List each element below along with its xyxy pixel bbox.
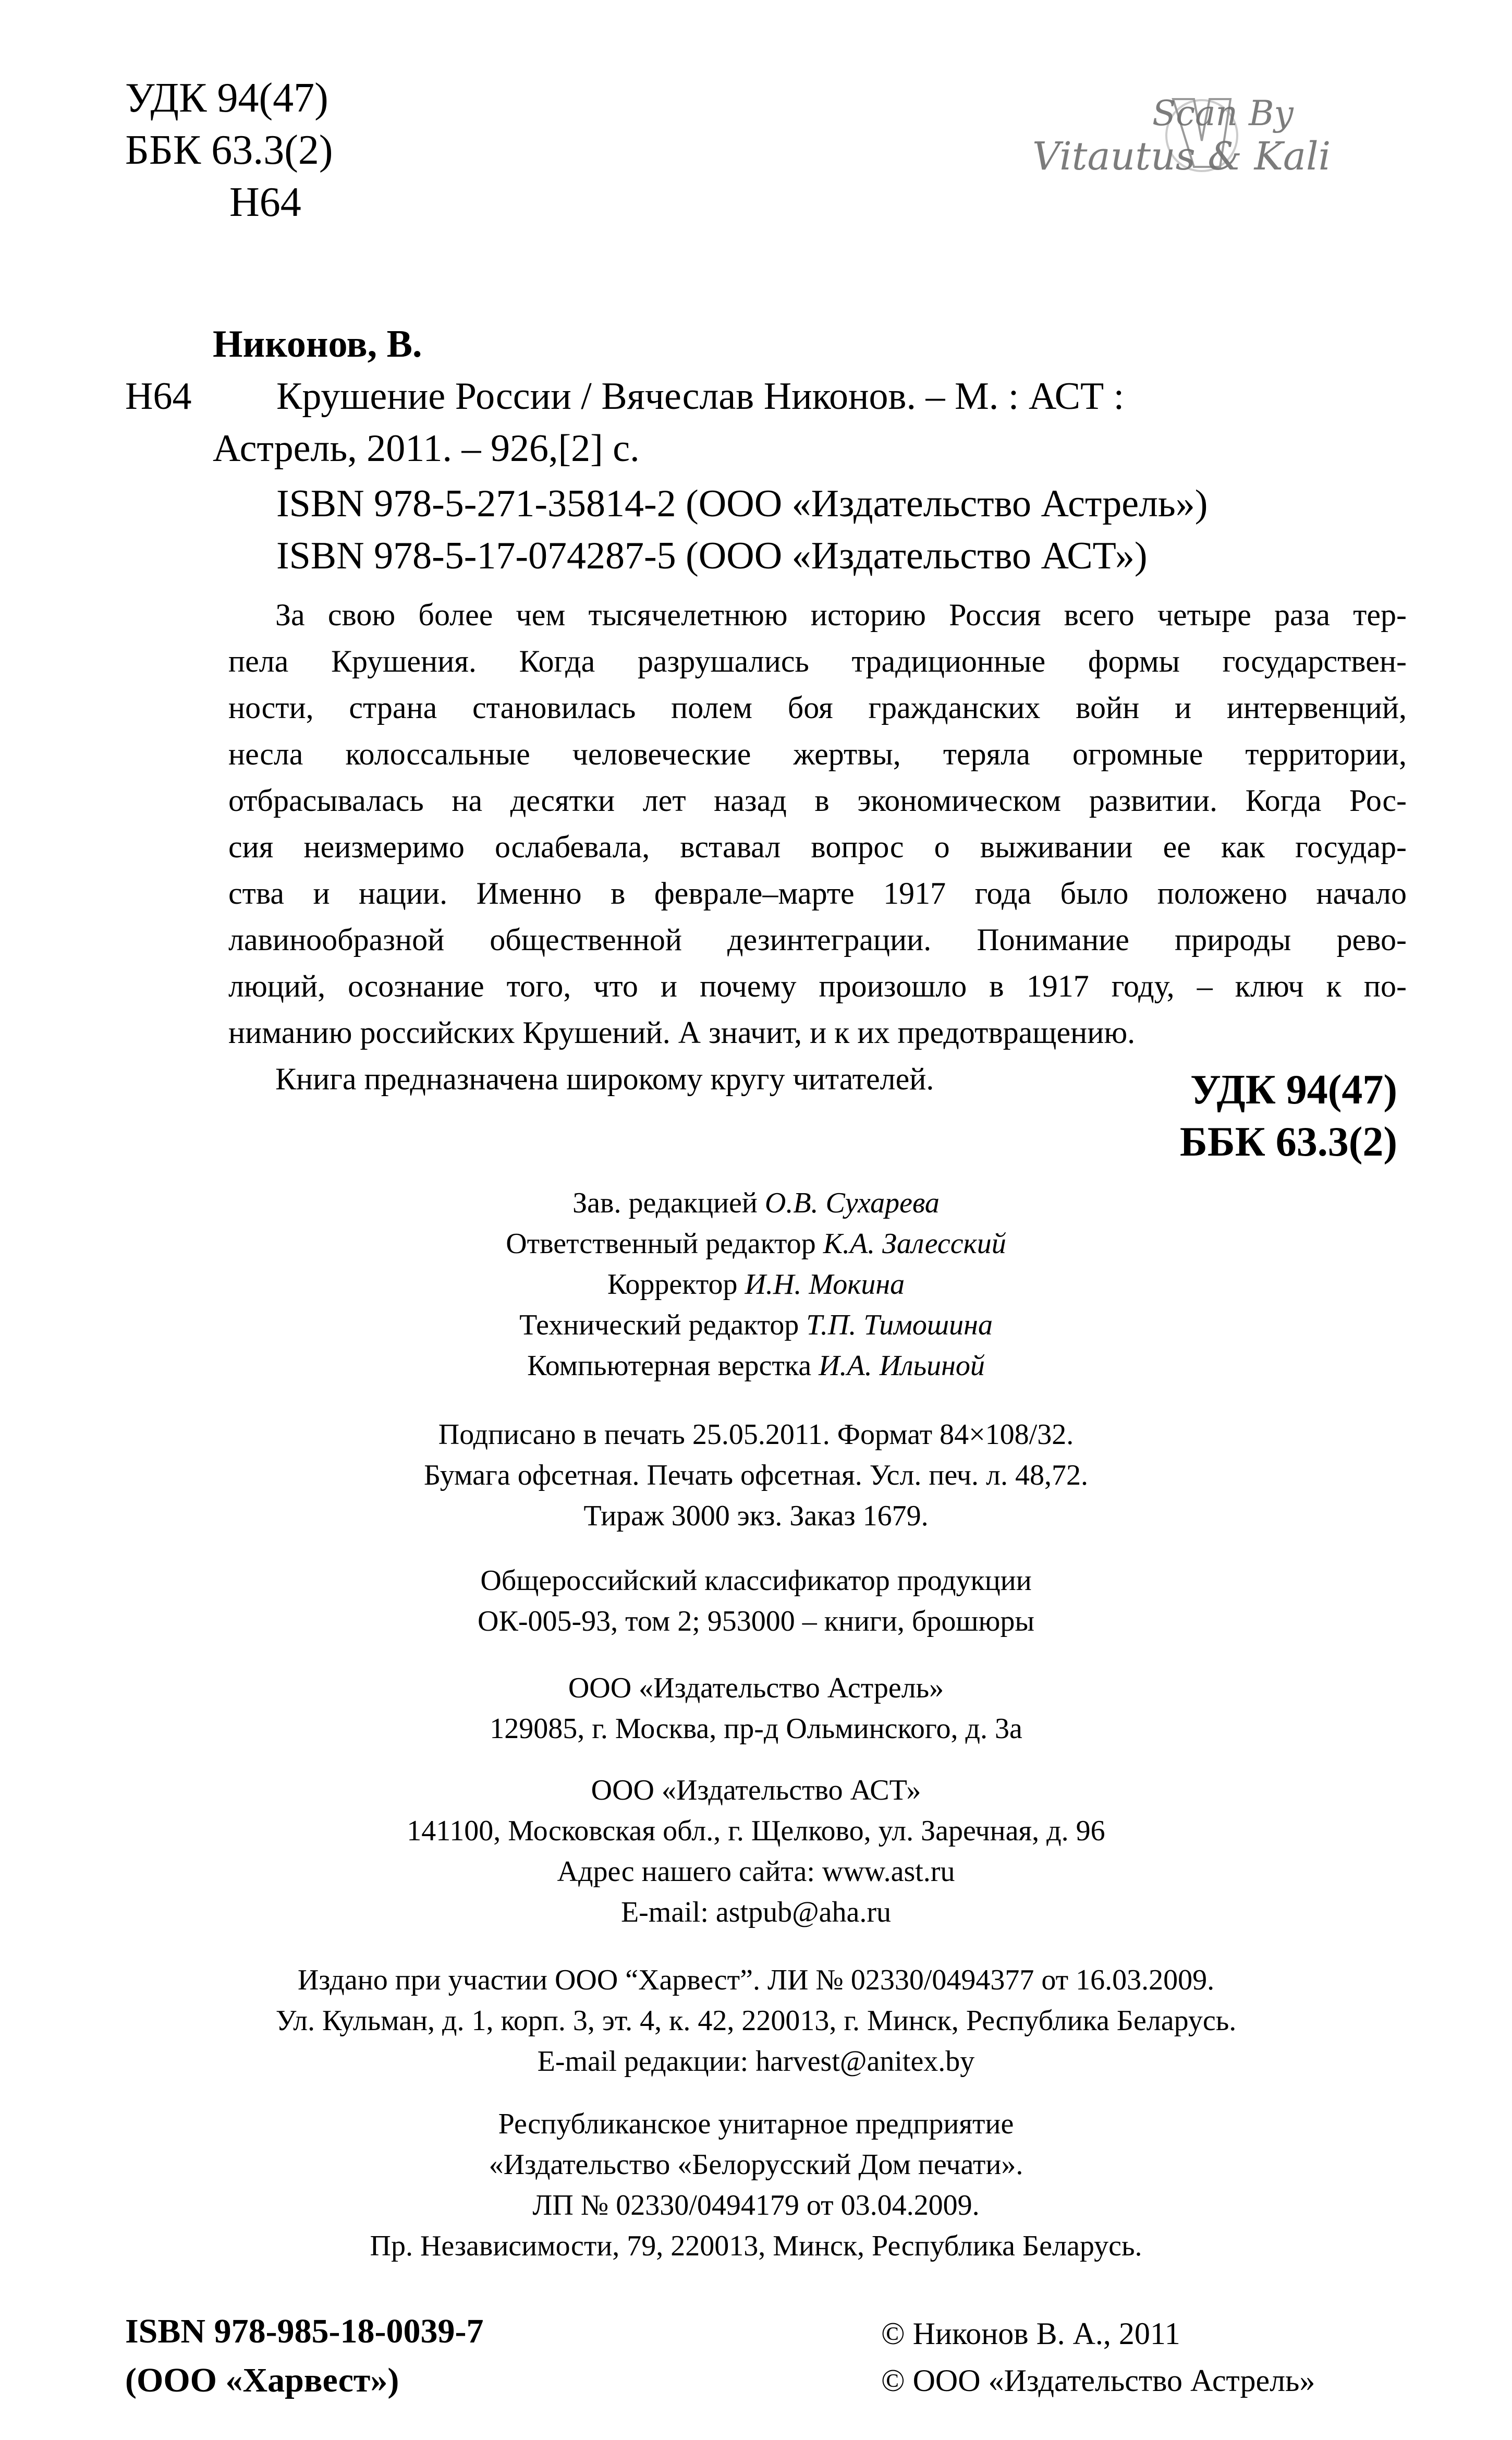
harvest-line: Ул. Кульман, д. 1, корп. 3, эт. 4, к. 42, 220013, г. Минск, Республика Беларусь.: [275, 2005, 1237, 2037]
isbn-astrel: ISBN 978-5-271-35814-2 (ООО «Издательство Астрель»): [276, 482, 1208, 525]
annotation-line: сия неизмеримо ослабевала, вставал вопрос о выживании ее как государ-: [228, 830, 1407, 864]
publisher-ast-website: Адрес нашего сайта: www.ast.ru: [557, 1855, 955, 1888]
harvest-info: [156, 1960, 1356, 2082]
printer-line: ЛП № 02330/0494179 от 03.04.2009.: [532, 2189, 980, 2222]
printer-line: Пр. Независимости, 79, 220013, Минск, Республика Беларусь.: [370, 2230, 1142, 2262]
harvest-email: E-mail редакции: harvest@anitex.by: [537, 2045, 975, 2078]
printer-line: Республиканское унитарное предприятие: [498, 2108, 1014, 2140]
annotation-line: ности, страна становилась полем боя гражданских войн и интервенций,: [228, 690, 1407, 725]
harvest-line: Издано при участии ООО “Харвест”. ЛИ № 02330/0494377 от 16.03.2009.: [297, 1964, 1215, 1996]
annotation-line: люций, осознание того, что и почему произошло в 1917 году, – ключ к по-: [228, 969, 1407, 1003]
annotation-line: лавинообразной общественной дезинтеграции. Понимание природы рево-: [228, 922, 1407, 957]
credit-line: Зав. редакцией О.В. Сухарева: [572, 1187, 940, 1219]
editorial-credits: [365, 1183, 1147, 1386]
printer-info: [261, 2104, 1251, 2266]
classifier-line: ОК-005-93, том 2; 953000 – книги, брошюры: [478, 1605, 1034, 1637]
annotation-audience: Книга предназначена широкому кругу читателей.: [275, 1062, 934, 1096]
printing-line: Подписано в печать 25.05.2011. Формат 84×108/32.: [438, 1418, 1074, 1451]
credit-line: Компьютерная верстка И.А. Ильиной: [527, 1350, 985, 1382]
scan-watermark: [1022, 78, 1387, 193]
publisher-ast-email: E-mail: astpub@aha.ru: [620, 1896, 892, 1928]
annotation-line: ниманию российских Крушений. А значит, и к их предотвращению.: [228, 1015, 1136, 1050]
publisher-astrel-line: ООО «Издательство Астрель»: [568, 1672, 944, 1704]
credit-line: Ответственный редактор К.А. Залесский: [506, 1228, 1006, 1260]
credit-line: Корректор И.Н. Мокина: [607, 1268, 905, 1301]
annotation: [228, 592, 1407, 1102]
printer-line: «Издательство «Белорусский Дом печати».: [489, 2148, 1023, 2181]
classifier-line: Общероссийский классификатор продукции: [480, 1564, 1032, 1597]
publisher-ast-line: 141100, Московская обл., г. Щелково, ул. Заречная, д. 96: [407, 1815, 1105, 1847]
annotation-line: пела Крушения. Когда разрушались традиционные формы государствен-: [228, 644, 1407, 678]
publisher-astrel-line: 129085, г. Москва, пр-д Ольминского, д. 3а: [490, 1713, 1022, 1745]
printing-info: [261, 1414, 1251, 1536]
svg-text:Vitautus & Kali: Vitautus & Kali: [1032, 134, 1331, 179]
top-udk-code: УДК 94(47): [125, 75, 328, 121]
publisher-ast-line: ООО «Издательство АСТ»: [591, 1774, 921, 1806]
author-heading: Никонов, В.: [213, 323, 422, 366]
annotation-line: отбрасывалась на десятки лет назад в экономическом развитии. Когда Рос-: [228, 783, 1407, 818]
product-classifier: [261, 1560, 1251, 1642]
catalog-mark: Н64: [125, 375, 192, 418]
copyright-author: © Никонов В. А., 2011: [881, 2316, 1180, 2351]
title-line-2: Астрель, 2011. – 926,[2] с.: [213, 427, 640, 470]
top-author-mark: Н64: [229, 179, 301, 225]
credit-line: Технический редактор Т.П. Тимошина: [519, 1309, 993, 1341]
title-line-1: Крушение России / Вячеслав Никонов. – М. : АСТ :: [276, 375, 1125, 418]
isbn-ast: ISBN 978-5-17-074287-5 (ООО «Издательство АСТ»): [276, 535, 1148, 577]
printing-line: Тираж 3000 экз. Заказ 1679.: [583, 1500, 929, 1532]
annotation-line: ства и нации. Именно в феврале–марте 1917 года было положено начало: [228, 876, 1407, 911]
publisher-astrel: [261, 1668, 1251, 1749]
right-udk-code: УДК 94(47): [1190, 1067, 1397, 1113]
svg-text:Scan By: Scan By: [1152, 93, 1294, 133]
watermark-logo-icon: [1022, 78, 1387, 193]
copyright-publisher: © ООО «Издательство Астрель»: [881, 2363, 1315, 2398]
right-bbk-code: ББК 63.3(2): [1179, 1119, 1397, 1165]
annotation-line: За свою более чем тысячелетнюю историю Россия всего четыре раза тер-: [275, 598, 1407, 632]
annotation-line: несла колоссальные человеческие жертвы, теряла огромные территории,: [228, 737, 1407, 771]
publisher-ast: [261, 1770, 1251, 1933]
footer-isbn: ISBN 978-985-18-0039-7: [125, 2312, 484, 2350]
printing-line: Бумага офсетная. Печать офсетная. Усл. печ. л. 48,72.: [424, 1459, 1088, 1491]
footer-isbn-owner: (ООО «Харвест»): [125, 2361, 399, 2399]
top-bbk-code: ББК 63.3(2): [125, 127, 333, 173]
